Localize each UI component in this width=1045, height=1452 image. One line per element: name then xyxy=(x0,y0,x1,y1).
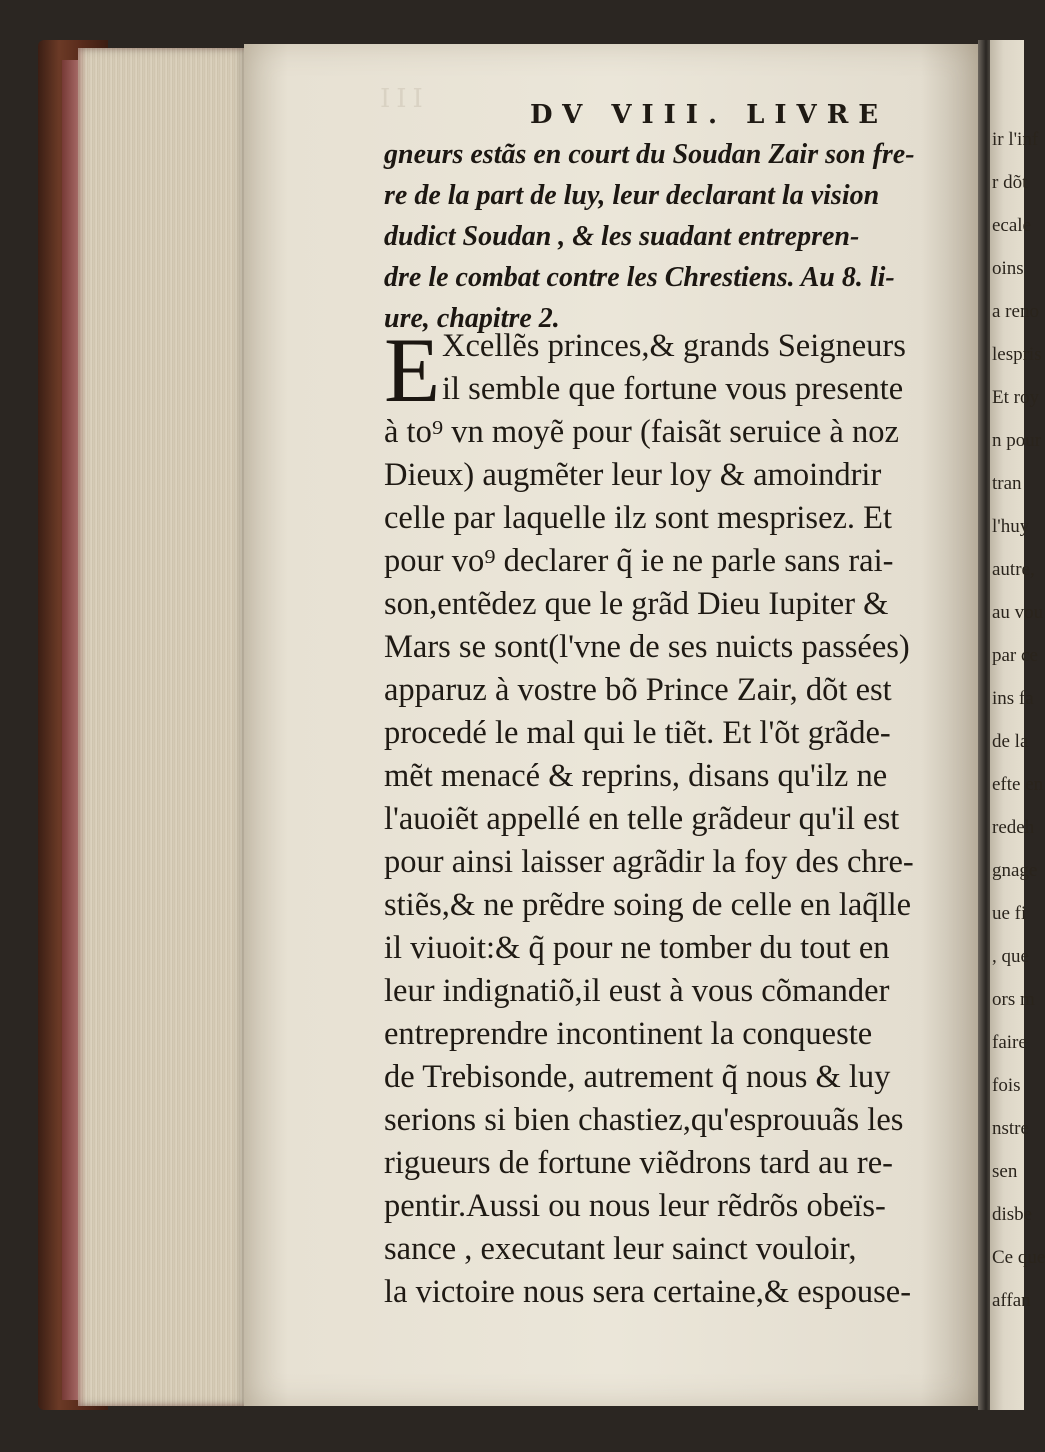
facing-line-fragment: ins fa xyxy=(992,688,1034,709)
text-line: celle par laquelle ilz sont mesprisez. Et xyxy=(384,500,893,536)
facing-line-fragment: fois xyxy=(992,1075,1021,1096)
show-through-text: III xyxy=(380,84,429,114)
page-edges xyxy=(78,48,248,1406)
facing-page-text xyxy=(990,118,1045,1322)
summary-line: dudict Soudan , & les suadant entrepren- xyxy=(384,221,860,252)
text-line: pour vo⁹ declarer q̃ ie ne parle sans rai- xyxy=(384,543,894,579)
facing-line-fragment: a reno xyxy=(992,301,1039,322)
facing-line-fragment: de la xyxy=(992,731,1029,752)
text-line: de Trebisonde, autrement q̃ nous & luy xyxy=(384,1059,891,1095)
facing-line-fragment: ue fi xyxy=(992,903,1027,924)
facing-line-fragment: lespris xyxy=(992,344,1042,365)
text-line: sance , executant leur sainct vouloir, xyxy=(384,1231,857,1267)
text-line: rigueurs de fortune viẽdrons tard au re- xyxy=(384,1145,893,1181)
facing-line-fragment: n pour xyxy=(992,430,1042,451)
text-line: leur indignatiõ,il eust à vous cõmander xyxy=(384,973,890,1009)
running-title: DV VIII. LIVRE xyxy=(530,100,889,130)
facing-line-fragment: nstre xyxy=(992,1118,1029,1139)
facing-line-fragment: sen xyxy=(992,1161,1018,1182)
facing-line-fragment: ecale xyxy=(992,215,1032,236)
text-line: la victoire nous sera certaine,& espouse- xyxy=(384,1274,912,1310)
facing-line-fragment: autre, xyxy=(992,559,1035,580)
text-line: il viuoit:& q̃ pour ne tomber du tout en xyxy=(384,930,890,966)
summary-line: gneurs estãs en court du Soudan Zair son fre- xyxy=(384,139,915,170)
text-line: Xcellẽs princes,& grands Seigneurs xyxy=(442,328,906,364)
facing-line-fragment: , que xyxy=(992,946,1029,967)
facing-line-fragment: l'huy xyxy=(992,516,1030,537)
text-line: procedé le mal qui le tiẽt. Et l'õt grãde- xyxy=(384,715,891,751)
text-line: à to⁹ vn moyẽ pour (faisãt seruice à noz xyxy=(384,414,899,450)
facing-line-fragment: affan xyxy=(992,1290,1031,1311)
facing-line-fragment: disbe xyxy=(992,1204,1033,1225)
text-line: l'auoiẽt appellé en telle grãdeur qu'il est xyxy=(384,801,900,837)
summary-line: ure, chapitre 2. xyxy=(384,303,560,334)
facing-line-fragment: r dõt xyxy=(992,172,1028,193)
facing-line-fragment: Et roy xyxy=(992,387,1039,408)
summary-line: dre le combat contre les Chrestiens. Au 8. li- xyxy=(384,262,895,293)
text-line: stiẽs,& ne prẽdre soing de celle en laq̃lle xyxy=(384,887,912,923)
facing-line-fragment: gnage xyxy=(992,860,1038,881)
facing-line-fragment: redeh xyxy=(992,817,1035,838)
facing-line-fragment: oins xyxy=(992,258,1024,279)
body-text xyxy=(384,319,974,1314)
facing-line-fragment: faire xyxy=(992,1032,1027,1053)
facing-page xyxy=(990,40,1045,1410)
text-line: pentir.Aussi ou nous leur rẽdrõs obeïs- xyxy=(384,1188,886,1224)
text-line: Dieux) augmẽter leur loy & amoindrir xyxy=(384,457,882,493)
facing-line-fragment: efte en xyxy=(992,774,1044,795)
text-line: pour ainsi laisser agrãdir la foy des chre- xyxy=(384,844,914,880)
facing-line-fragment: ors m xyxy=(992,989,1035,1010)
facing-line-fragment: au vou xyxy=(992,602,1044,623)
text-line: Mars se sont(l'vne de ses nuicts passées) xyxy=(384,629,910,665)
text-line: serions si bien chastiez,qu'esprouuãs les xyxy=(384,1102,904,1138)
text-line: son,entẽdez que le grãd Dieu Iupiter & xyxy=(384,586,889,622)
text-line: mẽt menacé & reprins, disans qu'ilz ne xyxy=(384,758,888,794)
facing-line-fragment: par ce xyxy=(992,645,1038,666)
facing-line-fragment: tran xyxy=(992,473,1022,494)
drop-cap: E xyxy=(384,319,441,421)
summary-line: re de la part de luy, leur declarant la vision xyxy=(384,180,880,211)
text-line: il semble que fortune vous presente xyxy=(442,371,904,407)
chapter-summary xyxy=(384,134,970,339)
text-line: apparuz à vostre bõ Prince Zair, dõt est xyxy=(384,672,892,708)
facing-line-fragment: Ce que xyxy=(992,1247,1045,1268)
facing-line-fragment: ir l'inf xyxy=(992,129,1039,150)
text-line: entreprendre incontinent la conqueste xyxy=(384,1016,873,1052)
